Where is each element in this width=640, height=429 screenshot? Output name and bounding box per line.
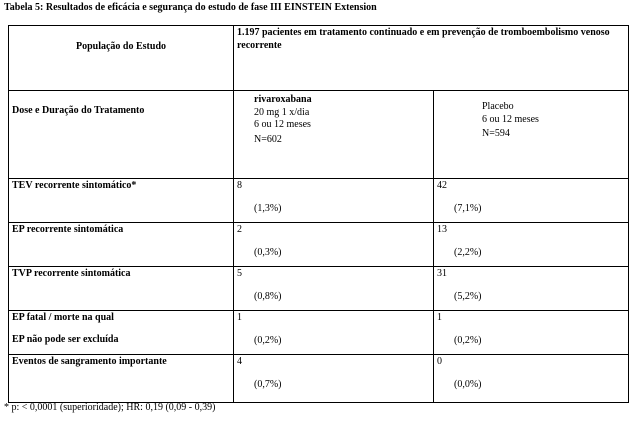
dose-label-cell: [9, 91, 234, 179]
rivaroxabana-percent: (0,7%): [254, 378, 282, 390]
placebo-percent: (2,2%): [454, 246, 482, 258]
rivaroxabana-dose: 20 mg 1 x/dia: [254, 106, 310, 118]
rivaroxabana-percent: (0,8%): [254, 290, 282, 302]
table-row: [9, 179, 629, 223]
footnote: * p: < 0,0001 (superioridade); HR: 0,19 (0,09 - 0,39): [4, 402, 216, 413]
outcome-label: EP recorrente sintomática: [12, 224, 124, 235]
placebo-n: N=594: [482, 128, 510, 139]
placebo-arm-cell: [434, 91, 629, 179]
placebo-count: 42: [437, 180, 447, 191]
outcome-label: TEV recorrente sintomático*: [12, 180, 137, 191]
rivaroxabana-percent: (0,2%): [254, 334, 282, 346]
population-description: 1.197 pacientes em tratamento continuado e em prevenção de tromboembolismo venoso recorrente: [237, 27, 610, 51]
population-label: População do Estudo: [75, 41, 167, 52]
rivaroxabana-count: 1: [237, 312, 242, 323]
population-label-cell: [9, 26, 234, 91]
results-table: [8, 25, 629, 403]
dose-row: [9, 91, 629, 179]
placebo-count: 31: [437, 268, 447, 279]
outcome-label: TVP recorrente sintomática: [12, 268, 131, 279]
rivaroxabana-count: 2: [237, 224, 242, 235]
table-row: [9, 311, 629, 355]
population-row: [9, 26, 629, 91]
dose-label: Dose e Duração do Tratamento: [12, 105, 145, 116]
rivaroxabana-n: N=602: [254, 133, 282, 145]
table-row: [9, 267, 629, 311]
placebo-percent: (5,2%): [454, 290, 482, 302]
placebo-name: Placebo: [482, 101, 514, 112]
rivaroxabana-arm-cell: [234, 91, 434, 179]
rivaroxabana-count: 4: [237, 356, 242, 367]
placebo-count: 13: [437, 224, 447, 235]
outcome-label-continued: EP não pode ser excluída: [12, 333, 119, 345]
outcome-label: Eventos de sangramento importante: [12, 356, 167, 367]
population-desc-cell: [234, 26, 629, 91]
table-title: Tabela 5: Resultados de eficácia e segurança do estudo de fase III EINSTEIN Extension: [4, 2, 377, 13]
outcome-label: EP fatal / morte na qual: [12, 312, 114, 323]
placebo-arm: [437, 101, 625, 141]
rivaroxabana-percent: (1,3%): [254, 202, 282, 214]
table-row: [9, 223, 629, 267]
placebo-duration: 6 ou 12 meses: [482, 113, 539, 125]
rivaroxabana-count: 8: [237, 180, 242, 191]
rivaroxabana-arm: [237, 94, 430, 146]
rivaroxabana-count: 5: [237, 268, 242, 279]
placebo-percent: (7,1%): [454, 202, 482, 214]
table-row: [9, 355, 629, 403]
placebo-count: 1: [437, 312, 442, 323]
rivaroxabana-duration: 6 ou 12 meses: [254, 119, 311, 130]
placebo-percent: (0,2%): [454, 334, 482, 346]
placebo-percent: (0,0%): [454, 378, 482, 390]
placebo-count: 0: [437, 356, 442, 367]
rivaroxabana-name: rivaroxabana: [254, 94, 312, 105]
rivaroxabana-percent: (0,3%): [254, 246, 282, 258]
